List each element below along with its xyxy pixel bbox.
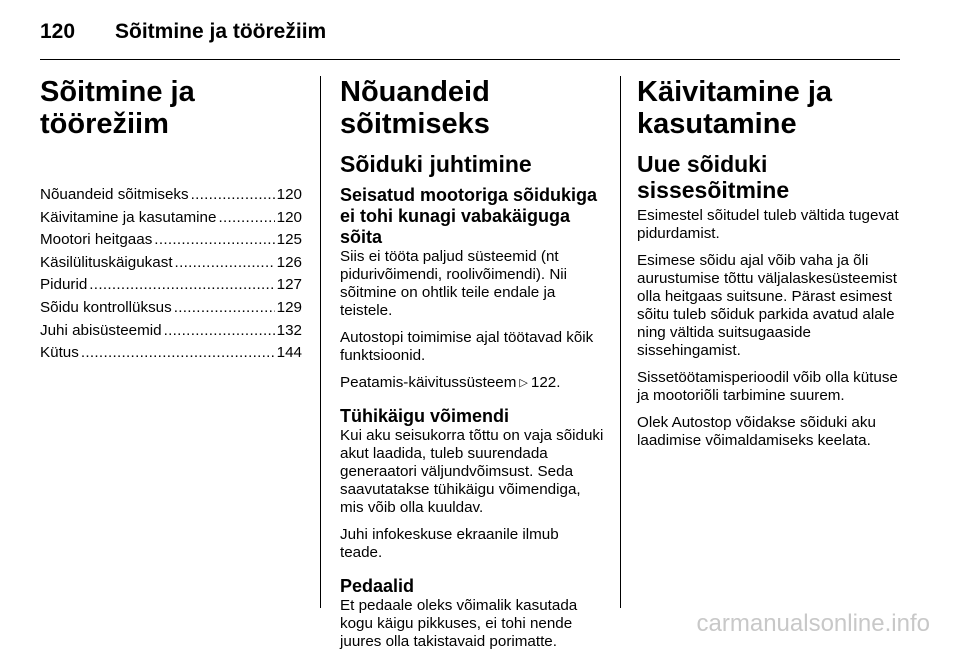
toc-entry-title: Pidurid (40, 276, 88, 294)
running-title: Sõitmine ja töörežiim (115, 20, 327, 43)
toc-entry[interactable] (40, 297, 302, 320)
toc-entry-title: Juhi abisüsteemid (40, 321, 162, 339)
column-driving-tips (340, 70, 604, 660)
paragraph: Autostopi toimimise ajal töötavad kõik funktsioonid. (340, 329, 594, 364)
page-number: 120 (40, 20, 76, 43)
arrow-right-icon: ▷ (519, 377, 528, 389)
toc-leader (89, 274, 274, 297)
column-starting-operating (637, 70, 903, 459)
toc-leader (164, 320, 275, 343)
toc-entry-page: 120 (276, 208, 302, 226)
toc-entry[interactable] (40, 274, 302, 297)
paragraph: Esimese sõidu ajal võib vaha ja õli aurustumise tõttu väljalaskesüsteemist olla heitgaas suitsune. Pärast esimest sõitu tuleb sõiduk parkida avatud alale ning vältida suitsugaaside sissehingamist. (637, 252, 897, 359)
toc-leader (174, 297, 275, 320)
column-divider (620, 76, 621, 608)
toc-entry[interactable] (40, 184, 302, 207)
toc-entry[interactable] (40, 207, 302, 230)
paragraph: Siis ei tööta paljud süsteemid (nt pidurivõimendi, roolivõimendi). Nii sõitmine on ohtlik teile endale ja teistele. (340, 248, 568, 319)
subsection-heading: Pedaalid (340, 576, 415, 596)
reference-text: Peatamis-käivitussüsteem (340, 374, 517, 391)
toc-entry[interactable] (40, 252, 302, 275)
reference-page-link[interactable]: 122. (530, 374, 561, 391)
toc-entry[interactable] (40, 320, 302, 343)
toc-entry-page: 132 (276, 321, 302, 339)
paragraph-with-reference (340, 374, 604, 392)
toc-entry-title: Kütus (40, 344, 79, 362)
paragraph: Sissetöötamisperioodil võib olla kütuse ja mootoriõli tarbimine suurem. (637, 369, 898, 404)
toc-entry-page: 120 (276, 186, 302, 203)
paragraph: Et pedaale oleks võimalik kasutada kogu käigu pikkuses, ei tohi nende juures olla takistavaid porimatte. (340, 597, 578, 650)
toc-entry[interactable] (40, 229, 302, 252)
toc-entry-page: 127 (276, 276, 302, 294)
toc-entry-title: Nõuandeid sõitmiseks (40, 186, 189, 203)
subsection-heading: Tühikäigu võimendi (340, 406, 510, 426)
toc-leader (191, 184, 275, 207)
paragraph: Juhi infokeskuse ekraanile ilmub teade. (340, 526, 559, 561)
toc-entry-title: Sõidu kontrollüksus (40, 298, 172, 316)
toc-entry-title: Käsilülituskäigukast (40, 253, 173, 271)
subsection-heading: Seisatud mootoriga sõidukiga ei tohi kunagi vabakäiguga sõita (340, 185, 598, 247)
section-subtitle: Sõiduki juhtimine (340, 151, 532, 177)
toc-entry-page: 129 (276, 298, 302, 316)
toc-entry-title: Käivitamine ja kasutamine (40, 208, 217, 226)
toc-leader (154, 229, 274, 252)
toc-entry-page: 126 (276, 253, 302, 271)
paragraph: Olek Autostop võidakse sõiduki aku laadimise võimaldamiseks keelata. (637, 414, 876, 449)
toc-entry-title: Mootori heitgaas (40, 231, 153, 249)
section-subtitle: Uue sõiduki sissesõitmine (637, 151, 790, 203)
paragraph: Kui aku seisukorra tõttu on vaja sõiduki akut laadida, tuleb suurendada generaatori väljundvõimsust. Seda saavutatakse tühikäigu võimendiga, mis võib olla kuuldav. (340, 427, 604, 516)
table-of-contents (40, 184, 302, 365)
toc-entry-page: 144 (276, 344, 302, 362)
toc-entry-page: 125 (276, 231, 302, 249)
toc-leader (218, 207, 274, 230)
section-title: Nõuandeid sõitmiseks (340, 76, 490, 140)
toc-leader (175, 252, 275, 275)
column-toc (40, 70, 302, 365)
paragraph: Esimestel sõitudel tuleb vältida tugevat pidurdamist. (637, 207, 899, 242)
column-divider (320, 76, 321, 608)
section-title: Käivitamine ja kasutamine (637, 76, 833, 140)
toc-entry[interactable] (40, 342, 302, 365)
toc-leader (81, 342, 275, 365)
chapter-title: Sõitmine ja töörežiim (40, 76, 195, 140)
header-rule (40, 59, 900, 60)
watermark: carmanualsonline.info (696, 610, 930, 637)
